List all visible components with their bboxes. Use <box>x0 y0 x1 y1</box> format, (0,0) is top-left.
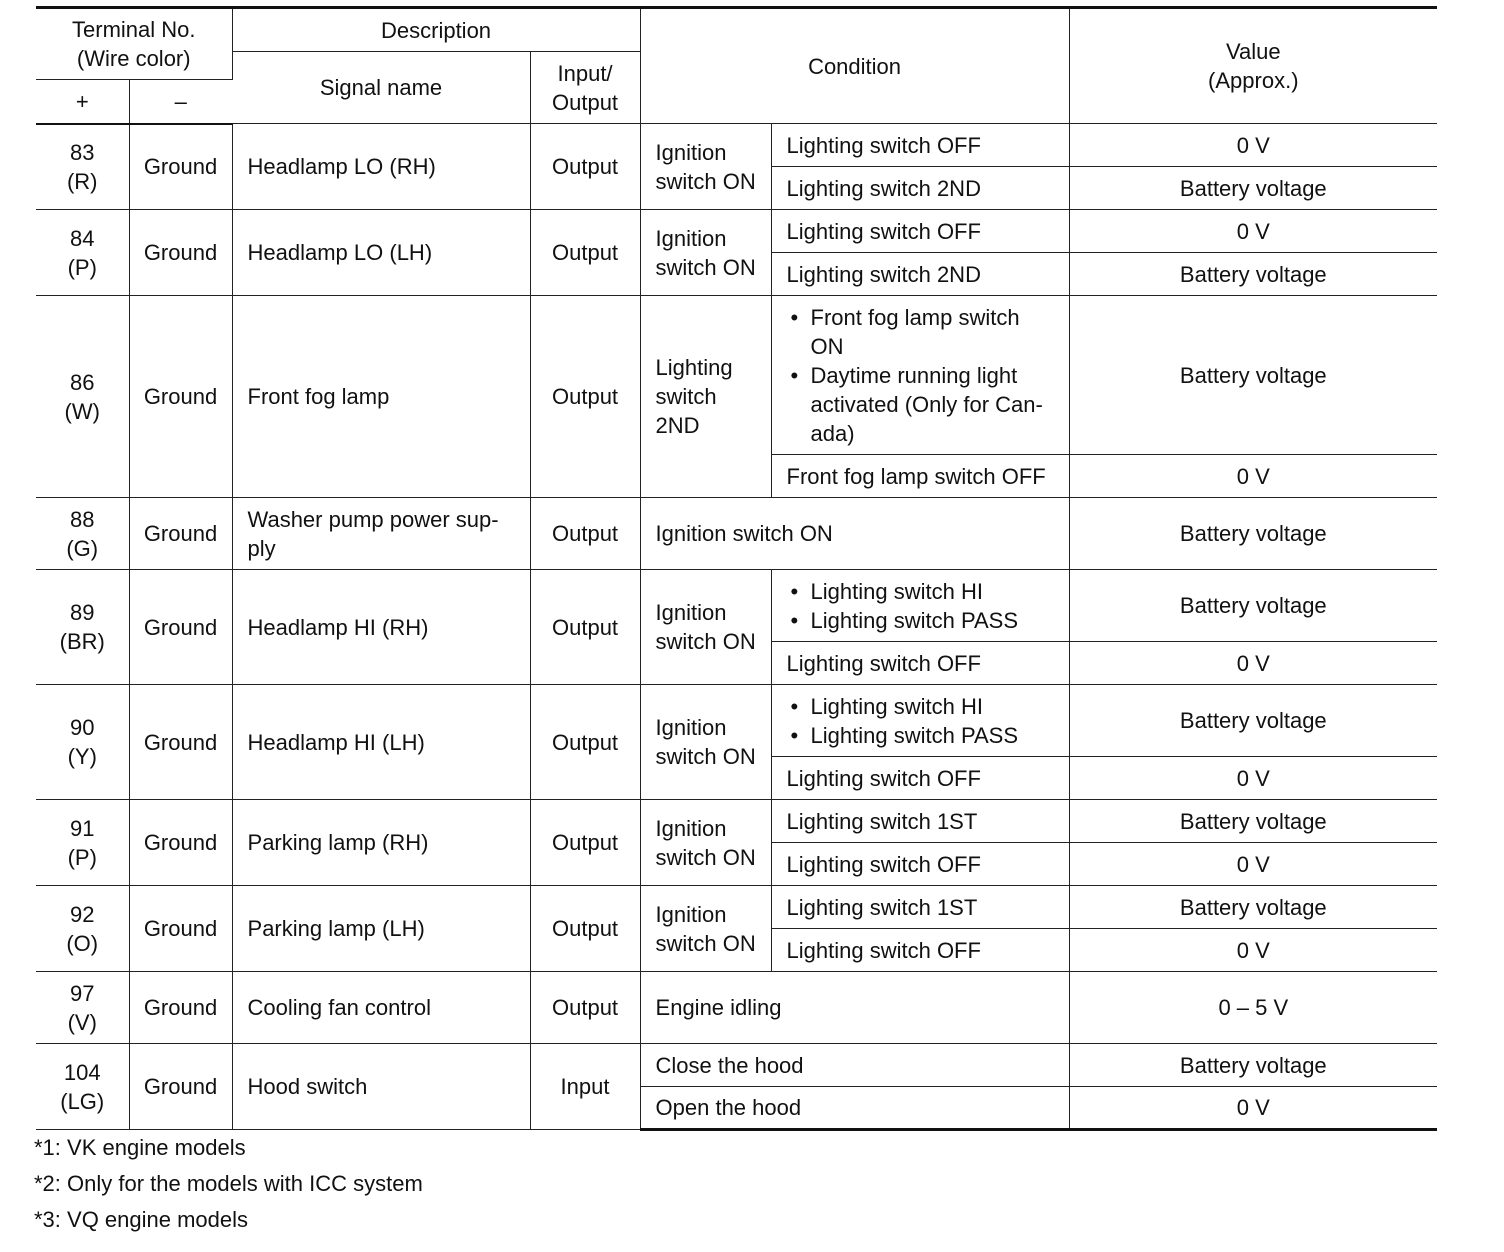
terminal-cell: 104 (LG) <box>36 1044 129 1130</box>
value-cell: 0 V <box>1069 210 1437 253</box>
condition-main-cell: Ignition switch ON <box>640 210 771 296</box>
terminal-cell: 89 (BR) <box>36 570 129 685</box>
condition-sub-cell: Lighting switch OFF <box>771 929 1069 972</box>
value-cell: 0 V <box>1069 929 1437 972</box>
value-cell: 0 V <box>1069 757 1437 800</box>
condition-sub-cell: Lighting switch OFF <box>771 642 1069 685</box>
io-cell: Output <box>530 124 640 210</box>
ground-cell: Ground <box>129 800 232 886</box>
io-cell: Output <box>530 210 640 296</box>
condition-sub-cell: Lighting switch OFF <box>771 210 1069 253</box>
io-cell: Output <box>530 498 640 570</box>
terminal-cell: 88 (G) <box>36 498 129 570</box>
condition-sub-cell <box>771 685 1069 757</box>
condition-cell: Engine idling <box>640 972 1069 1044</box>
io-cell: Output <box>530 972 640 1044</box>
value-cell: Battery voltage <box>1069 498 1437 570</box>
io-cell: Output <box>530 685 640 800</box>
table-row <box>36 685 1437 757</box>
signal-cell: Front fog lamp <box>232 296 530 498</box>
value-cell: Battery voltage <box>1069 800 1437 843</box>
io-cell: Output <box>530 570 640 685</box>
condition-sub-cell <box>771 570 1069 642</box>
signal-cell: Cooling fan control <box>232 972 530 1044</box>
condition-cell: Close the hood <box>640 1044 1069 1087</box>
condition-main-cell: Ignition switch ON <box>640 570 771 685</box>
condition-main-cell: Ignition switch ON <box>640 124 771 210</box>
footnote: *2: Only for the models with ICC system <box>34 1171 423 1196</box>
value-cell: 0 V <box>1069 124 1437 167</box>
value-cell: Battery voltage <box>1069 1044 1437 1087</box>
table-row <box>36 972 1437 1044</box>
table-row <box>36 886 1437 929</box>
table-row <box>36 210 1437 253</box>
value-cell: 0 V <box>1069 1087 1437 1130</box>
table-row <box>36 498 1437 570</box>
table-row <box>36 570 1437 642</box>
ground-cell: Ground <box>129 886 232 972</box>
signal-cell: Headlamp LO (RH) <box>232 124 530 210</box>
value-cell: 0 V <box>1069 642 1437 685</box>
condition-main-cell: Ignition switch ON <box>640 685 771 800</box>
ground-cell: Ground <box>129 972 232 1044</box>
terminal-cell: 90 (Y) <box>36 685 129 800</box>
condition-sub-cell: Lighting switch 2ND <box>771 253 1069 296</box>
footnote: *3: VQ engine models <box>34 1207 249 1232</box>
value-cell: Battery voltage <box>1069 570 1437 642</box>
io-cell: Output <box>530 800 640 886</box>
table-row <box>36 124 1437 167</box>
ground-cell: Ground <box>129 210 232 296</box>
terminal-cell: 86 (W) <box>36 296 129 498</box>
terminal-cell: 97 (V) <box>36 972 129 1044</box>
header-input-output: Input/ Output <box>530 52 640 124</box>
ground-cell: Ground <box>129 498 232 570</box>
value-cell: 0 – 5 V <box>1069 972 1437 1044</box>
signal-cell: Headlamp LO (LH) <box>232 210 530 296</box>
value-cell: Battery voltage <box>1069 253 1437 296</box>
header-plus: + <box>36 80 129 124</box>
condition-sub-cell: Lighting switch 1ST <box>771 886 1069 929</box>
ground-cell: Ground <box>129 1044 232 1130</box>
header-signal-name: Signal name <box>232 52 530 124</box>
header-minus: – <box>129 80 232 124</box>
terminal-cell: 92 (O) <box>36 886 129 972</box>
io-cell: Output <box>530 296 640 498</box>
bullet-item: • Lighting switch PASS <box>787 606 1061 635</box>
table-row <box>36 296 1437 455</box>
terminal-spec-table <box>36 6 1437 1131</box>
condition-main-cell: Lighting switch 2ND <box>640 296 771 498</box>
value-cell: 0 V <box>1069 843 1437 886</box>
io-cell: Output <box>530 886 640 972</box>
terminal-cell: 83 (R) <box>36 124 129 210</box>
bullet-item: • Lighting switch PASS <box>787 721 1061 750</box>
ground-cell: Ground <box>129 570 232 685</box>
condition-sub-cell: Lighting switch 2ND <box>771 167 1069 210</box>
value-cell: Battery voltage <box>1069 296 1437 455</box>
condition-main-cell: Ignition switch ON <box>640 800 771 886</box>
condition-cell: Ignition switch ON <box>640 498 1069 570</box>
signal-cell: Headlamp HI (RH) <box>232 570 530 685</box>
bullet-item: • Lighting switch HI <box>787 692 1061 721</box>
ground-cell: Ground <box>129 685 232 800</box>
bullet-item: • Lighting switch HI <box>787 577 1061 606</box>
condition-sub-cell <box>771 296 1069 455</box>
table-row <box>36 800 1437 843</box>
value-cell: 0 V <box>1069 455 1437 498</box>
terminal-cell: 91 (P) <box>36 800 129 886</box>
value-cell: Battery voltage <box>1069 167 1437 210</box>
condition-sub-cell: Front fog lamp switch OFF <box>771 455 1069 498</box>
bullet-item: • Front fog lamp switch ON <box>787 303 1061 361</box>
io-cell: Input <box>530 1044 640 1130</box>
header-terminal: Terminal No. (Wire color) <box>36 8 232 80</box>
header-condition: Condition <box>640 8 1069 124</box>
condition-sub-cell: Lighting switch OFF <box>771 124 1069 167</box>
signal-cell: Parking lamp (LH) <box>232 886 530 972</box>
signal-cell: Headlamp HI (LH) <box>232 685 530 800</box>
header-description: Description <box>232 8 640 52</box>
footnotes <box>34 1133 423 1241</box>
condition-main-cell: Ignition switch ON <box>640 886 771 972</box>
signal-cell: Hood switch <box>232 1044 530 1130</box>
table-row <box>36 1044 1437 1087</box>
signal-cell: Washer pump power sup- ply <box>232 498 530 570</box>
bullet-item: • Daytime running light activated (Only for Can- ada) <box>787 361 1061 448</box>
header-value: Value (Approx.) <box>1069 8 1437 124</box>
value-cell: Battery voltage <box>1069 886 1437 929</box>
condition-sub-cell: Lighting switch 1ST <box>771 800 1069 843</box>
ground-cell: Ground <box>129 296 232 498</box>
ground-cell: Ground <box>129 124 232 210</box>
condition-sub-cell: Lighting switch OFF <box>771 843 1069 886</box>
signal-cell: Parking lamp (RH) <box>232 800 530 886</box>
condition-cell: Open the hood <box>640 1087 1069 1130</box>
value-cell: Battery voltage <box>1069 685 1437 757</box>
terminal-cell: 84 (P) <box>36 210 129 296</box>
condition-sub-cell: Lighting switch OFF <box>771 757 1069 800</box>
footnote: *1: VK engine models <box>34 1135 246 1160</box>
